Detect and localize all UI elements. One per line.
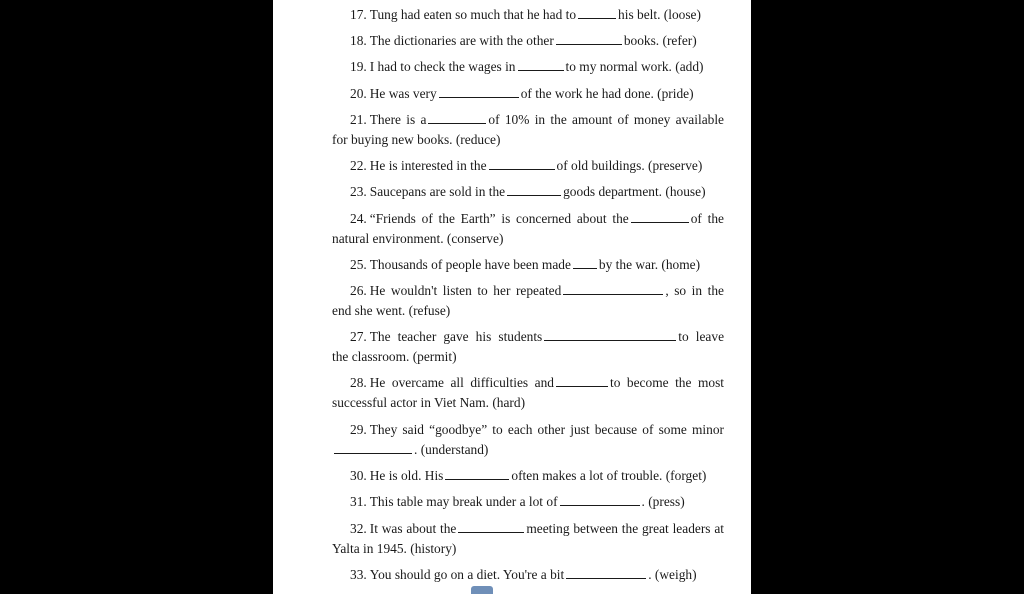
exercise-24 — [332, 209, 724, 249]
answer-blank[interactable] — [445, 467, 509, 480]
exercise-text-before: He is old. His — [369, 468, 444, 483]
exercise-text-before: He wouldn't listen to her repeated — [369, 283, 562, 298]
exercise-text-before: He overcame all difficulties and — [369, 375, 554, 390]
exercise-25 — [332, 255, 724, 275]
page-edge-mark — [471, 586, 493, 594]
exercise-19 — [332, 57, 724, 77]
exercise-text-after: of the work he had done. (pride) — [520, 86, 694, 101]
exercise-text-before: He was very — [369, 86, 437, 101]
exercise-text-before: The dictionaries are with the other — [369, 33, 554, 48]
answer-blank[interactable] — [489, 157, 555, 170]
answer-blank[interactable] — [556, 32, 622, 45]
exercise-text-after: to leave the classroom. (permit) — [332, 329, 725, 364]
exercise-number: 18. — [350, 33, 367, 48]
exercise-number: 22. — [350, 158, 367, 173]
exercise-text-after: goods department. (house) — [563, 184, 706, 199]
exercise-text-after: of old buildings. (preserve) — [556, 158, 703, 173]
exercise-number: 29. — [350, 422, 367, 437]
answer-blank[interactable] — [439, 85, 519, 98]
exercise-text-before: There is a — [369, 112, 427, 127]
exercise-number: 30. — [350, 468, 367, 483]
exercise-23 — [332, 182, 724, 202]
exercise-text-before: They said “goodbye” to each other just because of some minor — [369, 422, 724, 437]
answer-blank[interactable] — [458, 520, 524, 533]
exercise-20 — [332, 84, 724, 104]
exercise-text-before: Thousands of people have been made — [369, 257, 571, 272]
answer-blank[interactable] — [573, 256, 597, 269]
exercise-number: 24. — [350, 211, 367, 226]
exercise-text-after: books. (refer) — [623, 33, 697, 48]
exercise-text-before: He is interested in the — [369, 158, 487, 173]
answer-blank[interactable] — [556, 374, 608, 387]
answer-blank[interactable] — [507, 183, 561, 196]
exercise-text-after: . (press) — [641, 494, 685, 509]
exercise-text-after: often makes a lot of trouble. (forget) — [511, 468, 707, 483]
answer-blank[interactable] — [563, 282, 663, 295]
exercise-text-after: meeting between the great leaders at Yalta in 1945. (history) — [332, 521, 725, 556]
exercise-text-after: to become the most successful actor in Viet Nam. (hard) — [332, 375, 725, 410]
exercise-text-after: of 10% in the amount of money available for buying new books. (reduce) — [332, 112, 724, 147]
answer-blank[interactable] — [631, 210, 689, 223]
exercise-33 — [332, 565, 724, 585]
exercise-text-after: by the war. (home) — [598, 257, 701, 272]
answer-blank[interactable] — [560, 493, 640, 506]
exercise-29 — [332, 420, 724, 460]
exercise-text-after: to my normal work. (add) — [565, 59, 704, 74]
exercise-text-before: Tung had eaten so much that he had to — [369, 7, 577, 22]
exercise-text-before: This table may break under a lot of — [369, 494, 558, 509]
exercise-text-before: I had to check the wages in — [369, 59, 516, 74]
exercise-32 — [332, 519, 724, 559]
exercise-text-before: The teacher gave his students — [369, 329, 543, 344]
exercise-number: 33. — [350, 567, 367, 582]
exercise-18 — [332, 31, 724, 51]
exercise-number: 20. — [350, 86, 367, 101]
exercise-27 — [332, 327, 724, 367]
exercise-text-after: of the natural environment. (conserve) — [332, 211, 724, 246]
exercise-number: 21. — [350, 112, 367, 127]
exercise-number: 25. — [350, 257, 367, 272]
exercise-number: 26. — [350, 283, 367, 298]
worksheet-page — [273, 0, 751, 594]
exercise-number: 17. — [350, 7, 367, 22]
answer-blank[interactable] — [518, 58, 564, 71]
exercise-text-before: “Friends of the Earth” is concerned about the — [369, 211, 629, 226]
exercise-28 — [332, 373, 724, 413]
exercise-number: 32. — [350, 521, 367, 536]
exercise-number: 27. — [350, 329, 367, 344]
exercise-text-after: , so in the end she went. (refuse) — [332, 283, 724, 318]
exercise-number: 23. — [350, 184, 367, 199]
answer-blank[interactable] — [566, 566, 646, 579]
exercise-21 — [332, 110, 724, 150]
answer-blank[interactable] — [428, 111, 486, 124]
exercise-text-before: You should go on a diet. You're a bit — [369, 567, 565, 582]
answer-blank[interactable] — [544, 328, 676, 341]
exercise-number: 28. — [350, 375, 367, 390]
exercise-number: 19. — [350, 59, 367, 74]
answer-blank[interactable] — [578, 6, 616, 19]
exercise-text-after: his belt. (loose) — [618, 7, 701, 22]
exercise-30 — [332, 466, 724, 486]
exercise-text-before: Saucepans are sold in the — [369, 184, 506, 199]
exercise-22 — [332, 156, 724, 176]
exercise-26 — [332, 281, 724, 321]
exercise-text-after: . (understand) — [414, 442, 489, 457]
answer-blank[interactable] — [334, 441, 412, 454]
exercise-number: 31. — [350, 494, 367, 509]
exercise-17 — [332, 5, 724, 25]
exercise-text-before: It was about the — [369, 521, 457, 536]
exercise-text-after: . (weigh) — [648, 567, 697, 582]
exercise-31 — [332, 492, 724, 512]
